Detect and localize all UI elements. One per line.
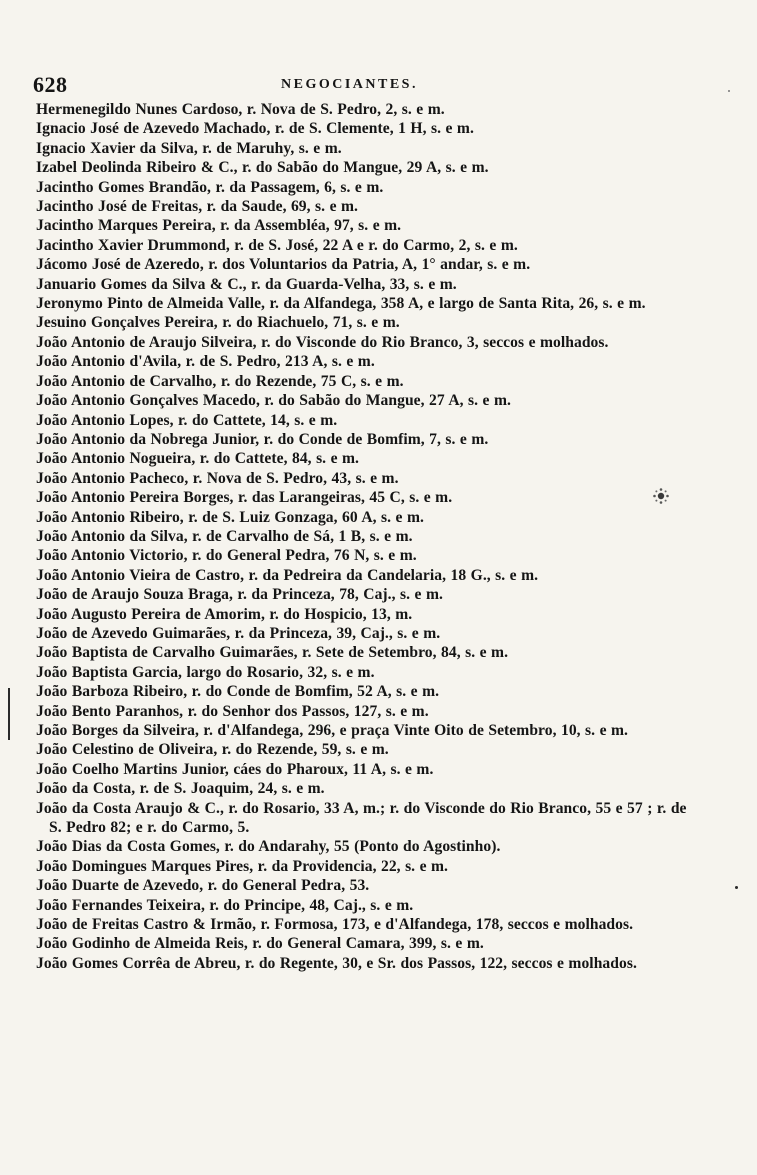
list-item: Jeronymo Pinto de Almeida Valle, r. da Alfandega, 358 A, e largo de Santa Rita, 26, s. e m. bbox=[36, 295, 646, 313]
list-item: João de Araujo Souza Braga, r. da Princeza, 78, Caj., s. e m. bbox=[36, 586, 443, 604]
list-item: Januario Gomes da Silva & C., r. da Guarda-Velha, 33, s. e m. bbox=[36, 275, 457, 293]
list-item: João Gomes Corrêa de Abreu, r. do Regente, 30, e Sr. dos Passos, 122, seccos e molhados. bbox=[36, 954, 637, 972]
list-item: João Antonio Lopes, r. do Cattete, 14, s. e m. bbox=[36, 411, 338, 429]
list-item: João Duarte de Azevedo, r. do General Pedra, 53. bbox=[36, 877, 370, 895]
list-item: Izabel Deolinda Ribeiro & C., r. do Sabão do Mangue, 29 A, s. e m. bbox=[36, 159, 489, 177]
list-item: João Antonio Pereira Borges, r. das Larangeiras, 45 C, s. e m. bbox=[36, 489, 453, 507]
list-item: Jacintho Marques Pereira, r. da Assembléa, 97, s. e m. bbox=[36, 217, 402, 235]
list-item: João Antonio Nogueira, r. do Cattete, 84, s. e m. bbox=[36, 450, 359, 468]
list-item: João Bento Paranhos, r. do Senhor dos Passos, 127, s. e m. bbox=[36, 702, 429, 720]
list-item: João Augusto Pereira de Amorim, r. do Hospicio, 13, m. bbox=[36, 605, 413, 623]
ink-blot-ornament-icon bbox=[652, 487, 670, 505]
list-item: Jacintho José de Freitas, r. da Saude, 69, s. e m. bbox=[36, 198, 358, 216]
list-item: João Antonio de Araujo Silveira, r. do Visconde do Rio Branco, 3, seccos e molhados. bbox=[36, 333, 609, 351]
list-item: Hermenegildo Nunes Cardoso, r. Nova de S. Pedro, 2, s. e m. bbox=[36, 101, 445, 118]
margin-dot-mark bbox=[735, 886, 738, 889]
list-item: João Antonio da Nobrega Junior, r. do Conde de Bomfim, 7, s. e m. bbox=[36, 430, 489, 448]
list-item: João Antonio Ribeiro, r. de S. Luiz Gonzaga, 60 A, s. e m. bbox=[36, 508, 424, 526]
list-item: João Antonio de Carvalho, r. do Rezende, 75 C, s. e m. bbox=[36, 372, 404, 390]
margin-bar-mark bbox=[8, 688, 10, 740]
list-item: João Coelho Martins Junior, cáes do Pharoux, 11 A, s. e m. bbox=[36, 760, 434, 778]
list-item: João Baptista de Carvalho Guimarães, r. Sete de Setembro, 84, s. e m. bbox=[36, 644, 509, 662]
list-item: João Baptista Garcia, largo do Rosario, 32, s. e m. bbox=[36, 663, 375, 681]
list-item: João Antonio Pacheco, r. Nova de S. Pedro, 43, s. e m. bbox=[36, 469, 399, 487]
list-item: João Antonio Vieira de Castro, r. da Pedreira da Candelaria, 18 G., s. e m. bbox=[36, 566, 539, 584]
list-item: João da Costa, r. de S. Joaquim, 24, s. e m. bbox=[36, 780, 325, 798]
list-item: Ignacio José de Azevedo Machado, r. de S. Clemente, 1 H, s. e m. bbox=[36, 120, 474, 138]
list-item: Ignacio Xavier da Silva, r. de Maruhy, s. e m. bbox=[36, 139, 342, 157]
list-item: João Dias da Costa Gomes, r. do Andarahy, 55 (Ponto do Agostinho). bbox=[36, 838, 501, 856]
list-item: João Antonio d'Avila, r. de S. Pedro, 213 A, s. e m. bbox=[36, 353, 375, 371]
list-item: João Antonio Gonçalves Macedo, r. do Sabão do Mangue, 27 A, s. e m. bbox=[36, 392, 511, 410]
list-item: Jesuino Gonçalves Pereira, r. do Riachuelo, 71, s. e m. bbox=[36, 314, 400, 332]
list-item: João da Costa Araujo & C., r. do Rosario, 33 A, m.; r. do Visconde do Rio Branco, 55 e 57 ; r. de S. Pedro 82; e r. do Carmo, 5. bbox=[36, 799, 687, 837]
list-item: João Antonio da Silva, r. de Carvalho de Sá, 1 B, s. e m. bbox=[36, 527, 413, 545]
list-item: João Fernandes Teixeira, r. do Principe, 48, Caj., s. e m. bbox=[36, 896, 414, 914]
merchant-list bbox=[36, 100, 698, 973]
list-item: Jácomo José de Azeredo, r. dos Voluntarios da Patria, A, 1° andar, s. e m. bbox=[36, 256, 531, 274]
list-item: João Barboza Ribeiro, r. do Conde de Bomfim, 52 A, s. e m. bbox=[36, 683, 440, 701]
list-item: Jacintho Xavier Drummond, r. de S. José, 22 A e r. do Carmo, 2, s. e m. bbox=[36, 236, 518, 254]
running-title: NEGOCIANTES. bbox=[281, 77, 418, 92]
list-item: João Borges da Silveira, r. d'Alfandega, 296, e praça Vinte Oito de Setembro, 10, s. e m. bbox=[36, 722, 628, 739]
list-item: João de Azevedo Guimarães, r. da Princeza, 39, Caj., s. e m. bbox=[36, 624, 441, 642]
margin-dot-mark bbox=[728, 90, 730, 92]
list-item: João Celestino de Oliveira, r. do Rezende, 59, s. e m. bbox=[36, 741, 389, 759]
list-item: João Godinho de Almeida Reis, r. do General Camara, 399, s. e m. bbox=[36, 935, 484, 953]
list-item: João Antonio Victorio, r. do General Pedra, 76 N, s. e m. bbox=[36, 547, 417, 565]
list-item: Jacintho Gomes Brandão, r. da Passagem, 6, s. e m. bbox=[36, 178, 384, 196]
page-header bbox=[33, 73, 723, 97]
page-number: 628 bbox=[33, 72, 68, 97]
list-item: João de Freitas Castro & Irmão, r. Formosa, 173, e d'Alfandega, 178, seccos e molhados. bbox=[36, 916, 634, 934]
list-item: João Domingues Marques Pires, r. da Providencia, 22, s. e m. bbox=[36, 857, 448, 875]
